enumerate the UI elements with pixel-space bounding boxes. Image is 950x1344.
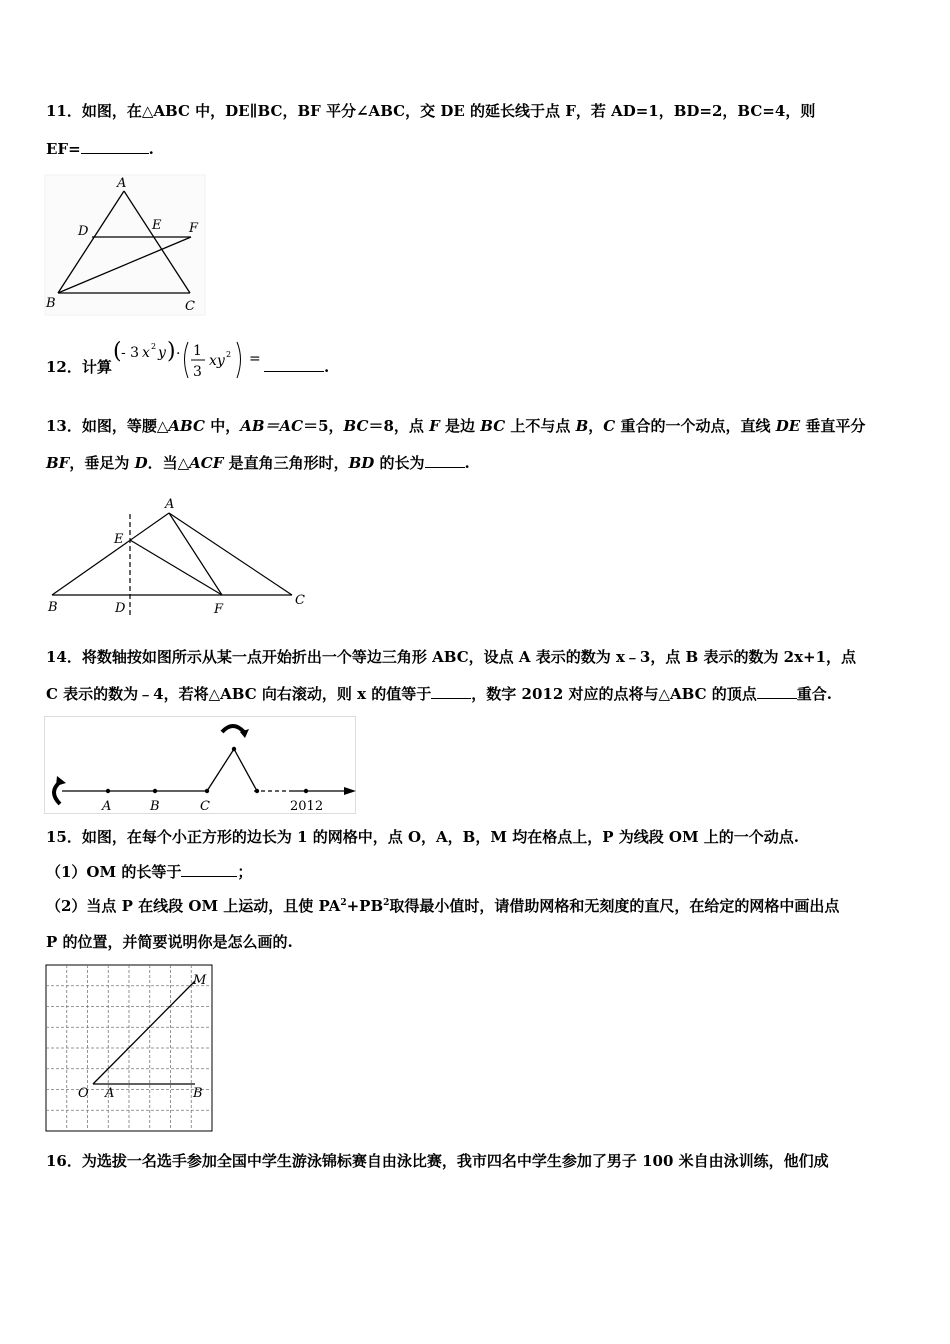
q13-abc: ABC: [168, 417, 205, 435]
q15-number: 15．: [46, 828, 82, 846]
q12-sup-2a: 2: [151, 342, 157, 351]
q15-part1: （1）OM 的长等于: [46, 863, 182, 881]
q13-eq2: BC: [343, 417, 369, 435]
q14-figure: [44, 716, 356, 814]
q11-label-A: A: [117, 176, 127, 191]
q14-text-b3: 重合.: [796, 685, 833, 703]
q13-f: F: [429, 417, 440, 435]
q15-label-A: A: [105, 1086, 115, 1101]
q12-xy: xy: [209, 353, 225, 369]
q15-sup-b: 2: [383, 898, 390, 908]
q13-t2: 中，: [204, 417, 241, 435]
q13-period: .: [464, 454, 470, 472]
q14-label-B: B: [150, 799, 160, 814]
q12-minus-three: - 3: [121, 345, 140, 361]
q13-d: D: [134, 454, 148, 472]
q14-point-B: [153, 789, 157, 793]
q14-label-C: C: [200, 799, 210, 814]
q15-label-O: O: [78, 1086, 89, 1101]
q13-t11: ．当△: [147, 454, 190, 472]
q13-label-A: A: [165, 497, 175, 512]
q14-answer-blank-vertex[interactable]: [757, 684, 797, 699]
q14-point-apex: [232, 747, 236, 751]
q15-part1-end: ；: [237, 863, 253, 881]
q13-t8: 重合的一个动点，直线: [615, 417, 776, 435]
q12-frac-den: 3: [193, 364, 202, 380]
q14-label-A: A: [102, 799, 112, 814]
q13-segment-EF: [130, 540, 222, 595]
q13-acf: ACF: [189, 454, 224, 472]
q12-paren-close-1: ): [167, 339, 176, 364]
q14-line1: [46, 647, 856, 667]
q15-part2-c: 取得最小值时，请借助网格和无刻度的直尺，在给定的网格中画出点: [389, 897, 840, 915]
q15-part2-d: P 的位置，并简要说明你是怎么画的.: [46, 933, 293, 951]
q13-t10: ，垂足为: [69, 454, 135, 472]
q16-number: 16．: [46, 1152, 82, 1170]
q13-label-C: C: [295, 593, 305, 608]
q12-y1: y: [158, 345, 166, 361]
q12-paren-open-2: [185, 342, 189, 378]
q15-answer-blank[interactable]: [181, 862, 237, 877]
q13-t3: ＝5，: [303, 417, 344, 435]
q13-label-D: D: [115, 601, 126, 616]
q12-frac-num: 1: [193, 343, 202, 359]
q15-line2: [46, 862, 252, 882]
q12-equals: =: [249, 351, 261, 367]
q16-text: 为选拔一名选手参加全国中学生游泳锦标赛自由泳比赛，我市四名中学生参加了男子 100 米自由泳训练，他们成: [81, 1152, 829, 1170]
q16-line1: [46, 1151, 829, 1171]
q11-text-line2: EF=: [46, 140, 81, 158]
q13-number: 13．: [46, 417, 82, 435]
q14-text-b1: C 表示的数为﹣4，若将△ABC 向右滚动，则 x 的值等于: [46, 685, 432, 703]
q12-line: [46, 357, 112, 377]
q13-bf: BF: [46, 454, 70, 472]
q14-line2: [46, 684, 832, 704]
q11-label-D: D: [78, 224, 89, 239]
q12-formula: [113, 336, 263, 384]
q13-line1: [46, 416, 865, 436]
q15-text-line1: 如图，在每个小正方形的边长为 1 的网格中，点 O，A，B，M 均在格点上，P 为线段 OM 上的一个动点.: [81, 828, 800, 846]
q11-label-C: C: [185, 299, 195, 314]
q12-dot: ·: [176, 346, 181, 362]
q14-number: 14．: [46, 648, 82, 666]
q14-left-curl-arrowhead-icon: [56, 776, 66, 786]
q13-t6: 上不与点: [505, 417, 576, 435]
q14-axis-arrow-icon: [344, 787, 356, 795]
q11-answer-blank[interactable]: [81, 139, 149, 154]
q15-line3: [46, 896, 839, 916]
q14-triangle-right: [234, 749, 257, 791]
q13-eq1: AB＝AC: [240, 417, 304, 435]
q12-period: .: [324, 358, 330, 376]
q13-side-AB: [52, 513, 169, 595]
q14-point-C: [205, 789, 209, 793]
q13-c: C: [603, 417, 616, 435]
q13-side-AC: [169, 513, 292, 595]
q11-label-B: B: [46, 296, 56, 311]
q11-line2: [46, 139, 154, 159]
q11-line1: [46, 101, 815, 121]
q14-label-2012: 2012: [290, 799, 324, 814]
q11-text-line1: 如图，在△ABC 中，DE∥BC，BF 平分∠ABC，交 DE 的延长线于点 F，若 AD=1，BD=2，BC=4，则: [81, 102, 816, 120]
q13-t5: 是边: [439, 417, 481, 435]
q13-label-B: B: [48, 600, 58, 615]
q14-point-2012: [304, 789, 308, 793]
q15-part2-b: +PB: [346, 897, 384, 915]
q15-line1: [46, 827, 799, 847]
q13-b: B: [575, 417, 589, 435]
q12-answer: [264, 357, 329, 377]
q11-label-F: F: [189, 221, 199, 236]
q11-number: 11．: [46, 102, 82, 120]
q12-number: 12．: [46, 358, 82, 376]
q13-label-F: F: [214, 602, 224, 617]
q11-figure: [44, 174, 206, 316]
q13-de: DE: [775, 417, 801, 435]
q12-paren-close-2: [237, 342, 241, 378]
q13-line2: [46, 453, 470, 473]
q11-label-E: E: [152, 218, 162, 233]
q13-figure: [44, 494, 324, 620]
q13-t12: 是直角三角形时，: [223, 454, 349, 472]
q13-label-E: E: [114, 532, 124, 547]
q12-word: 计算: [81, 358, 112, 376]
q15-part2-a: （2）当点 P 在线段 OM 上运动，且使 PA: [46, 897, 341, 915]
q14-text-line1: 将数轴按如图所示从某一点开始折出一个等边三角形 ABC，设点 A 表示的数为 x﹣3，点 B 表示的数为 2x+1，点: [81, 648, 857, 666]
q15-line4: [46, 932, 293, 952]
q12-paren-open-1: (: [113, 339, 122, 364]
q13-t13: 的长为: [374, 454, 425, 472]
q13-segment-AF: [169, 513, 222, 595]
q13-bd: BD: [348, 454, 375, 472]
q15-grid-figure: [45, 964, 215, 1134]
q13-t9: 垂直平分: [800, 417, 866, 435]
q14-text-b2: ，数字 2012 对应的点将与△ABC 的顶点: [471, 685, 757, 703]
q13-answer-blank[interactable]: [425, 453, 465, 468]
q14-point-A: [106, 789, 110, 793]
q15-sup-a: 2: [340, 898, 347, 908]
q14-point-foot: [255, 789, 259, 793]
q11-period: .: [148, 140, 154, 158]
q15-label-M: M: [193, 973, 207, 988]
q14-answer-blank-x[interactable]: [431, 684, 471, 699]
q12-sup-2b: 2: [226, 350, 232, 359]
q14-top-curl-icon: [222, 726, 244, 732]
q15-label-B: B: [193, 1086, 203, 1101]
q13-t4: ＝8，点: [368, 417, 430, 435]
q13-t1: 如图，等腰△: [81, 417, 169, 435]
q12-x1: x: [142, 345, 150, 361]
q13-bc: BC: [480, 417, 506, 435]
q14-triangle-left: [207, 749, 234, 791]
q12-answer-blank[interactable]: [264, 357, 324, 372]
q13-t7: ，: [588, 417, 604, 435]
